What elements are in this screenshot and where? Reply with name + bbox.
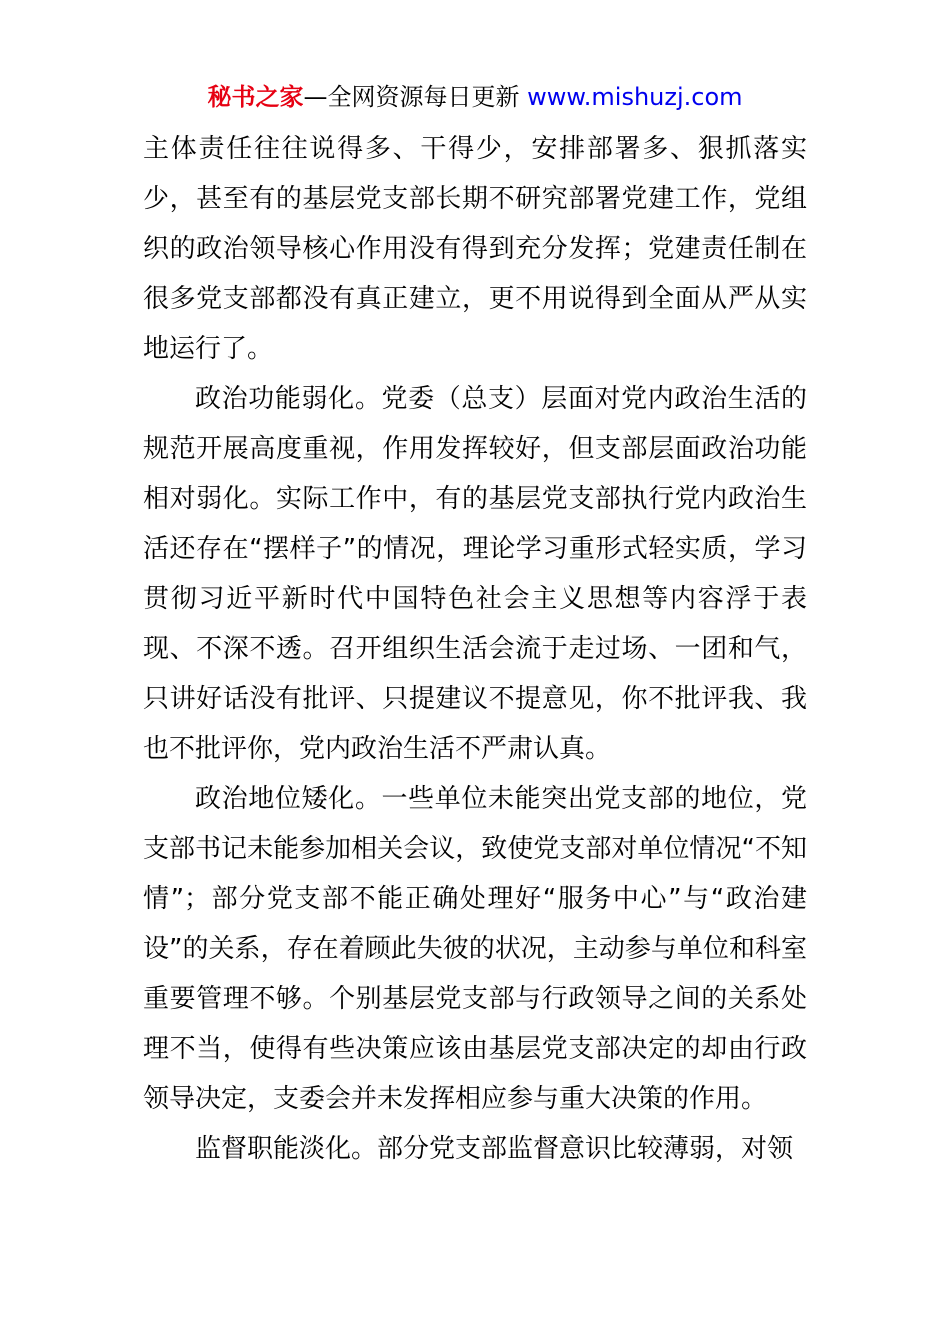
paragraph-4: 监督职能淡化。部分党支部监督意识比较薄弱，对领 xyxy=(195,1134,794,1164)
site-url-link[interactable]: www.mishuzj.com xyxy=(527,83,743,111)
site-header xyxy=(0,80,950,114)
document-body xyxy=(143,124,807,1174)
site-brand: 秘书之家 xyxy=(207,83,304,111)
paragraph-1: 主体责任往往说得多、干得少，安排部署多、狠抓落实少，甚至有的基层党支部长期不研究部署党建工作，党组织的政治领导核心作用没有得到充分发挥；党建责任制在很多党支部都没有真正建立，更不用说得到全面从严从实地运行了。 xyxy=(143,134,807,364)
paragraph-2: 政治功能弱化。党委（总支）层面对党内政治生活的规范开展高度重视，作用发挥较好，但支部层面政治功能相对弱化。实际工作中，有的基层党支部执行党内政治生活还存在“摆样子”的情况，理论学习重形式轻实质，学习贯彻习近平新时代中国特色社会主义思想等内容浮于表现、不深不透。召开组织生活会流于走过场、一团和气，只讲好话没有批评、只提建议不提意见，你不批评我、我也不批评你，党内政治生活不严肃认真。 xyxy=(143,384,807,764)
paragraph-3: 政治地位矮化。一些单位未能突出党支部的地位，党支部书记未能参加相关会议，致使党支部对单位情况“不知情”；部分党支部不能正确处理好“服务中心”与“政治建设”的关系，存在着顾此失彼的状况，主动参与单位和科室重要管理不够。个别基层党支部与行政领导之间的关系处理不当，使得有些决策应该由基层党支部决定的却由行政领导决定，支委会并未发挥相应参与重大决策的作用。 xyxy=(143,784,807,1114)
site-tagline: —全网资源每日更新 xyxy=(303,83,528,111)
